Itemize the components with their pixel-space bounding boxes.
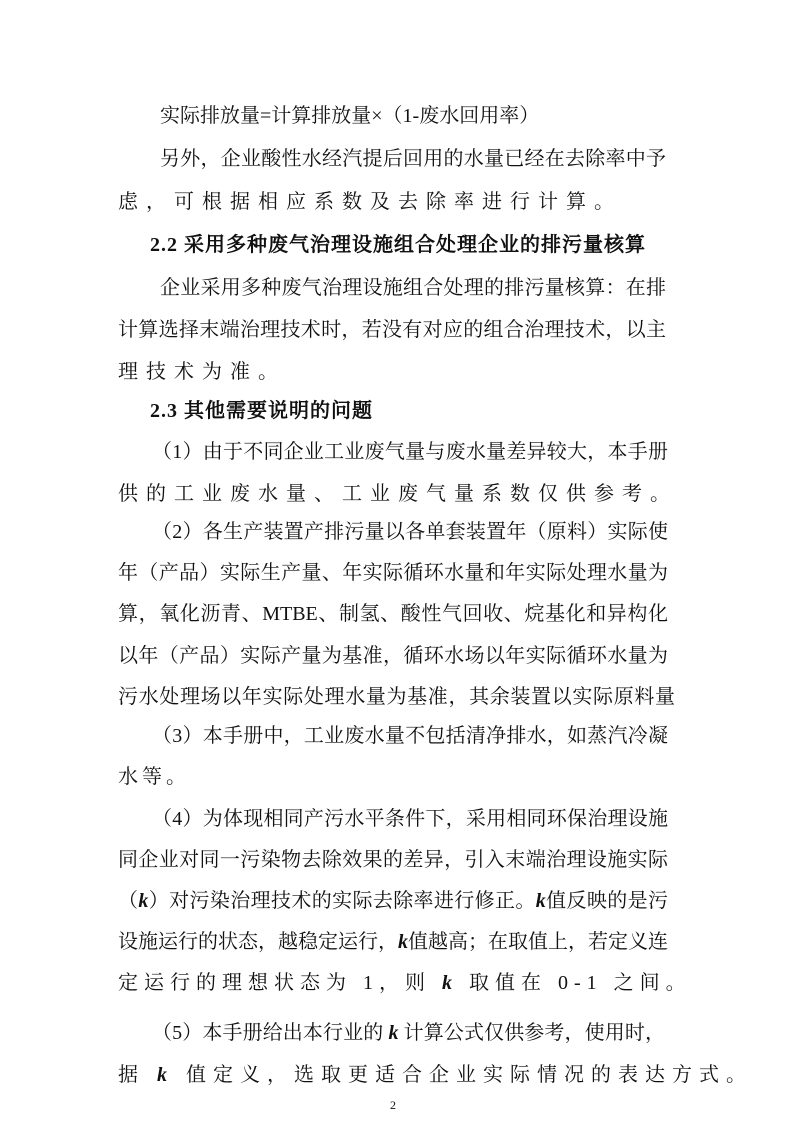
text: （5）本手册给出本行业的 (152, 1022, 389, 1044)
paragraph-line (118, 929, 668, 955)
text: 值越高；在取值上，若定义连 (408, 931, 668, 953)
text: 计算公式仅供参考，使用时， (403, 1022, 665, 1044)
text: 设施运行的状态，越稳定运行， (118, 931, 398, 953)
k-symbol: k (157, 1064, 174, 1086)
paragraph-line: 虑，可根据相应系数及去除率进行计算。 (118, 191, 622, 213)
paragraph-line: 算，氧化沥青、MTBE、制氢、酸性气回收、烷基化和异构化 (118, 603, 668, 625)
paragraph-line: 理技术为准。 (118, 361, 286, 383)
k-symbol: k (388, 1022, 399, 1044)
paragraph-line: （2）各生产装置产排污量以各单套装置年（原料）实际使 (152, 521, 668, 543)
paragraph-line (118, 1062, 753, 1088)
section-heading-2-2: 2.2 采用多种废气治理设施组合处理企业的排污量核算 (150, 234, 646, 256)
k-symbol: k (138, 890, 149, 912)
text: 定运行的理想状态为 1，则 (118, 972, 442, 994)
section-heading-2-3: 2.3 其他需要说明的问题 (150, 400, 373, 422)
text: 取值在 0-1 之间。 (458, 972, 692, 994)
paragraph-line: 计算选择末端治理技术时，若没有对应的组合治理技术，以主 (118, 319, 666, 341)
paragraph-line: 水等。 (118, 766, 190, 788)
paragraph-line (118, 888, 668, 914)
paragraph-line: （4）为体现相同产污水平条件下，采用相同环保治理设施 (152, 808, 668, 830)
paragraph-line: 企业采用多种废气治理设施组合处理的排污量核算：在排 (160, 277, 666, 299)
paragraph-line: 同企业对同一污染物去除效果的差异，引入末端治理设施实际 (118, 849, 668, 871)
paragraph-line: 以年（产品）实际产量为基准，循环水场以年实际循环水量为 (118, 645, 668, 667)
paragraph-line (152, 1020, 665, 1046)
k-symbol: k (442, 972, 458, 994)
paragraph-line: （3）本手册中，工业废水量不包括清净排水，如蒸汽冷凝 (152, 725, 668, 747)
text: ）对污染治理技术的实际去除率进行修正。 (148, 890, 536, 912)
page-number: 2 (390, 1098, 396, 1112)
text: 值定义，选取更适合企业实际情况的表达方式。 (174, 1064, 753, 1086)
formula-line: 实际排放量=计算排放量×（1-废水回用率） (160, 105, 540, 127)
text: （ (118, 890, 139, 912)
paragraph-line (118, 970, 692, 996)
text: 据 (118, 1064, 157, 1086)
k-symbol: k (398, 931, 408, 953)
paragraph-line: 污水处理场以年实际处理水量为基准，其余装置以实际原料量 (118, 686, 675, 708)
k-symbol: k (535, 890, 546, 912)
paragraph-line: 年（产品）实际生产量、年实际循环水量和年实际处理水量为 (118, 562, 668, 584)
paragraph-line: （1）由于不同企业工业废气量与废水量差异较大，本手册 (152, 441, 668, 463)
paragraph-line: 供的工业废水量、工业废气量系数仅供参考。 (118, 483, 678, 505)
paragraph-line: 另外，企业酸性水经汽提后回用的水量已经在去除率中予 (160, 148, 666, 170)
text: 值反映的是污 (545, 890, 668, 912)
